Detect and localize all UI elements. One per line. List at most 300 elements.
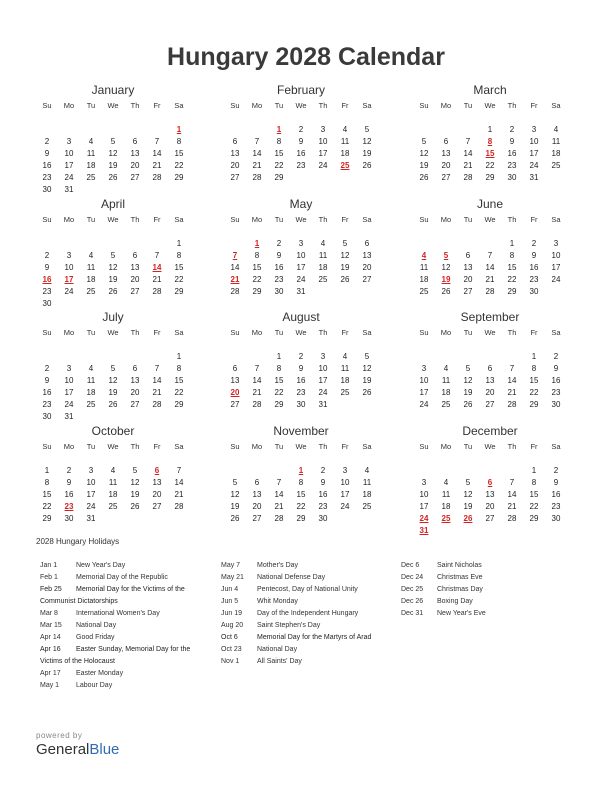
- weekday-header: Su: [42, 101, 52, 110]
- weekday-header: Fr: [341, 442, 349, 451]
- empty-cell: [413, 238, 435, 250]
- spacer-cell: [58, 112, 80, 124]
- day-cell: 12: [130, 478, 140, 487]
- day-cell: 6: [443, 137, 449, 146]
- spacer-cell: [334, 453, 356, 465]
- day-cell: 19: [419, 161, 429, 170]
- day-cell: 21: [507, 388, 517, 397]
- weekday-header: Su: [42, 215, 52, 224]
- holiday-name: Saint Nicholas: [437, 562, 482, 569]
- day-cell: 9: [553, 478, 559, 487]
- weekday-header: Fr: [341, 101, 349, 110]
- holiday-entry: [40, 560, 210, 572]
- day-cell: 13: [152, 478, 162, 487]
- day-cell: 31: [64, 412, 74, 421]
- day-cell: 9: [44, 149, 50, 158]
- weekday-header: Tu: [274, 101, 284, 110]
- empty-cell: [146, 238, 168, 250]
- holiday-column-2: [221, 560, 396, 668]
- holiday-name: Christmas Eve: [437, 574, 483, 581]
- day-cell: 7: [487, 251, 493, 260]
- month-name: September: [460, 310, 520, 324]
- holiday-date: Jun 5: [221, 598, 239, 605]
- spacer-cell: [457, 453, 479, 465]
- spacer-cell: [146, 226, 168, 238]
- day-cell: 27: [230, 400, 240, 409]
- holiday-entry: [40, 668, 210, 680]
- weekday-header: Tu: [274, 442, 284, 451]
- day-cell: 18: [441, 502, 451, 511]
- day-cell: 29: [529, 514, 539, 523]
- day-cell: 20: [130, 275, 140, 284]
- day-cell: 1: [176, 239, 182, 248]
- holiday-name: New Year's Eve: [437, 610, 486, 617]
- day-cell: 15: [296, 490, 306, 499]
- weekday-header: Th: [318, 442, 328, 451]
- day-cell: 7: [154, 137, 160, 146]
- weekday-header: Mo: [63, 442, 75, 451]
- day-cell: 25: [86, 287, 96, 296]
- weekday-header: Tu: [86, 442, 96, 451]
- powered-by-text: powered by: [36, 731, 83, 740]
- day-cell: 3: [66, 137, 72, 146]
- day-cell: 10: [419, 490, 429, 499]
- day-cell: 7: [509, 364, 515, 373]
- day-cell: 3: [320, 125, 326, 134]
- day-cell: 5: [364, 352, 370, 361]
- day-cell: 23: [529, 275, 539, 284]
- day-cell: 11: [86, 263, 96, 272]
- day-cell: 5: [421, 137, 427, 146]
- holiday-column-3: [401, 560, 571, 620]
- empty-cell: [246, 465, 268, 477]
- day-cell: 18: [86, 388, 96, 397]
- weekday-header: We: [295, 101, 307, 110]
- spacer-cell: [168, 226, 190, 238]
- day-cell: 4: [88, 251, 94, 260]
- day-cell: 22: [507, 275, 517, 284]
- day-cell: 11: [362, 478, 372, 487]
- day-cell: 13: [485, 490, 495, 499]
- day-cell: 16: [318, 490, 328, 499]
- day-cell: 29: [42, 514, 52, 523]
- page-title: Hungary 2028 Calendar: [167, 43, 445, 71]
- day-cell: 20: [485, 388, 495, 397]
- holiday-day-cell: 6: [154, 466, 160, 475]
- holiday-day-cell: 8: [487, 137, 493, 146]
- holiday-entry: [40, 632, 210, 644]
- spacer-cell: [124, 453, 146, 465]
- holiday-date: Dec 26: [401, 598, 424, 605]
- day-cell: 16: [551, 490, 561, 499]
- day-cell: 9: [44, 263, 50, 272]
- holiday-entry: [221, 572, 396, 584]
- day-cell: 18: [86, 161, 96, 170]
- day-cell: 18: [108, 490, 118, 499]
- day-cell: 20: [463, 275, 473, 284]
- weekday-header: Mo: [63, 328, 75, 337]
- day-cell: 24: [318, 388, 328, 397]
- spacer-cell: [268, 339, 290, 351]
- day-cell: 16: [42, 161, 52, 170]
- weekday-header: Sa: [551, 328, 561, 337]
- day-cell: 22: [174, 388, 184, 397]
- day-cell: 23: [507, 161, 517, 170]
- holiday-date: Dec 31: [401, 610, 424, 617]
- weekday-header: Tu: [463, 101, 473, 110]
- weekday-header: Fr: [530, 101, 538, 110]
- empty-cell: [124, 124, 146, 136]
- month-days-grid: [36, 327, 190, 423]
- day-cell: 7: [154, 364, 160, 373]
- day-cell: 30: [42, 185, 52, 194]
- day-cell: 8: [254, 251, 260, 260]
- spacer-cell: [312, 339, 334, 351]
- spacer-cell: [268, 453, 290, 465]
- day-cell: 21: [463, 161, 473, 170]
- day-cell: 3: [342, 466, 348, 475]
- spacer-cell: [479, 226, 501, 238]
- holiday-name: Boxing Day: [437, 598, 473, 605]
- holiday-day-cell: 4: [421, 251, 427, 260]
- day-cell: 19: [130, 490, 140, 499]
- weekday-header: Sa: [362, 215, 372, 224]
- spacer-cell: [124, 112, 146, 124]
- day-cell: 31: [86, 514, 96, 523]
- empty-cell: [268, 465, 290, 477]
- day-cell: 25: [108, 502, 118, 511]
- holiday-entry: [40, 620, 210, 632]
- spacer-cell: [246, 453, 268, 465]
- empty-cell: [435, 465, 457, 477]
- weekday-header: Fr: [341, 328, 349, 337]
- day-cell: 21: [485, 275, 495, 284]
- holiday-name: National Defense Day: [257, 574, 326, 581]
- day-cell: 15: [174, 263, 184, 272]
- day-cell: 7: [276, 478, 282, 487]
- day-cell: 15: [274, 376, 284, 385]
- weekday-header: Mo: [440, 442, 452, 451]
- day-cell: 2: [553, 466, 559, 475]
- day-cell: 27: [130, 400, 140, 409]
- spacer-cell: [36, 226, 58, 238]
- day-cell: 23: [551, 388, 561, 397]
- day-cell: 1: [276, 352, 282, 361]
- day-cell: 8: [509, 251, 515, 260]
- day-cell: 30: [42, 412, 52, 421]
- weekday-header: Sa: [362, 328, 372, 337]
- day-cell: 4: [88, 364, 94, 373]
- empty-cell: [413, 351, 435, 363]
- day-cell: 27: [463, 287, 473, 296]
- day-cell: 8: [276, 137, 282, 146]
- day-cell: 15: [507, 263, 517, 272]
- day-cell: 25: [551, 161, 561, 170]
- month-february: [224, 83, 378, 193]
- day-cell: 24: [64, 287, 74, 296]
- weekday-header: We: [107, 101, 119, 110]
- day-cell: 18: [551, 149, 561, 158]
- day-cell: 10: [340, 478, 350, 487]
- day-cell: 13: [230, 376, 240, 385]
- day-cell: 4: [110, 466, 116, 475]
- day-cell: 31: [64, 185, 74, 194]
- day-cell: 12: [441, 263, 451, 272]
- day-cell: 3: [421, 364, 427, 373]
- holiday-date: Feb 1: [40, 574, 58, 581]
- holiday-day-cell: 1: [176, 125, 182, 134]
- day-cell: 13: [130, 376, 140, 385]
- day-cell: 16: [551, 376, 561, 385]
- empty-cell: [479, 465, 501, 477]
- weekday-header: Tu: [274, 215, 284, 224]
- weekday-header: Fr: [153, 215, 161, 224]
- day-cell: 16: [529, 263, 539, 272]
- holiday-date: May 21: [221, 574, 244, 581]
- day-cell: 9: [531, 251, 537, 260]
- day-cell: 26: [230, 514, 240, 523]
- day-cell: 9: [66, 478, 72, 487]
- day-cell: 30: [318, 514, 328, 523]
- empty-cell: [501, 465, 523, 477]
- holiday-date: Apr 17: [40, 670, 61, 677]
- day-cell: 13: [130, 149, 140, 158]
- day-cell: 1: [487, 125, 493, 134]
- holiday-entry: [40, 608, 210, 620]
- brand-logo: [36, 731, 119, 758]
- holiday-day-cell: 1: [254, 239, 260, 248]
- spacer-cell: [356, 226, 378, 238]
- day-cell: 16: [296, 149, 306, 158]
- day-cell: 17: [340, 490, 350, 499]
- day-cell: 12: [108, 376, 118, 385]
- day-cell: 6: [132, 364, 138, 373]
- empty-cell: [224, 238, 246, 250]
- day-cell: 9: [509, 137, 515, 146]
- spacer-cell: [146, 453, 168, 465]
- day-cell: 26: [130, 502, 140, 511]
- weekday-header: Sa: [174, 101, 184, 110]
- day-cell: 11: [108, 478, 118, 487]
- spacer-cell: [290, 339, 312, 351]
- holiday-entry: [40, 572, 210, 584]
- spacer-cell: [457, 226, 479, 238]
- day-cell: 27: [252, 514, 262, 523]
- spacer-cell: [146, 112, 168, 124]
- weekday-header: We: [107, 442, 119, 451]
- day-cell: 7: [509, 478, 515, 487]
- holiday-name: Saint Stephen's Day: [257, 622, 321, 629]
- day-cell: 6: [132, 137, 138, 146]
- day-cell: 4: [342, 125, 348, 134]
- month-days-grid: [413, 214, 567, 298]
- brand-name: [36, 741, 119, 758]
- day-cell: 18: [340, 376, 350, 385]
- day-cell: 21: [152, 161, 162, 170]
- spacer-cell: [80, 112, 102, 124]
- holiday-entry: [221, 596, 396, 608]
- weekday-header: Th: [130, 215, 140, 224]
- day-cell: 3: [531, 125, 537, 134]
- month-name: January: [91, 83, 135, 97]
- month-days-grid: [413, 100, 567, 184]
- weekday-header: Th: [507, 101, 517, 110]
- weekday-header: Su: [42, 442, 52, 451]
- day-cell: 26: [108, 287, 118, 296]
- empty-cell: [146, 351, 168, 363]
- holiday-name: Memorial Day for the Martyrs of Arad: [257, 634, 372, 641]
- day-cell: 13: [252, 490, 262, 499]
- day-cell: 18: [362, 490, 372, 499]
- day-cell: 7: [154, 251, 160, 260]
- day-cell: 15: [42, 490, 52, 499]
- spacer-cell: [356, 112, 378, 124]
- spacer-cell: [102, 226, 124, 238]
- day-cell: 9: [553, 364, 559, 373]
- weekday-header: Tu: [86, 215, 96, 224]
- day-cell: 12: [419, 149, 429, 158]
- weekday-header: Th: [130, 328, 140, 337]
- day-cell: 15: [252, 263, 262, 272]
- spacer-cell: [224, 112, 246, 124]
- holiday-name: National Day: [76, 622, 117, 629]
- day-cell: 6: [232, 364, 238, 373]
- spacer-cell: [523, 112, 545, 124]
- weekday-header: Su: [230, 328, 240, 337]
- day-cell: 11: [340, 364, 350, 373]
- brand-name-part2: Blue: [89, 741, 120, 758]
- day-cell: 30: [64, 514, 74, 523]
- day-cell: 23: [551, 502, 561, 511]
- day-cell: 22: [485, 161, 495, 170]
- day-cell: 11: [86, 149, 96, 158]
- day-cell: 10: [296, 251, 306, 260]
- day-cell: 28: [152, 400, 162, 409]
- holiday-name: Memorial Day for the Victims of the Communist Dictatorships: [40, 586, 185, 605]
- weekday-header: Sa: [551, 215, 561, 224]
- weekday-header: Tu: [86, 101, 96, 110]
- day-cell: 17: [419, 502, 429, 511]
- day-cell: 22: [252, 275, 262, 284]
- day-cell: 24: [419, 400, 429, 409]
- day-cell: 19: [108, 161, 118, 170]
- weekday-header: Tu: [463, 215, 473, 224]
- spacer-cell: [268, 226, 290, 238]
- weekday-header: Su: [419, 101, 429, 110]
- day-cell: 16: [296, 376, 306, 385]
- day-cell: 29: [274, 400, 284, 409]
- holiday-date: Jan 1: [40, 562, 58, 569]
- holiday-date: Apr 14: [40, 634, 61, 641]
- spacer-cell: [224, 453, 246, 465]
- empty-cell: [58, 124, 80, 136]
- weekday-header: Th: [130, 442, 140, 451]
- day-cell: 21: [174, 490, 184, 499]
- holiday-name: Christmas Day: [437, 586, 483, 593]
- empty-cell: [102, 238, 124, 250]
- spacer-cell: [168, 453, 190, 465]
- empty-cell: [124, 351, 146, 363]
- holiday-day-cell: 6: [487, 478, 493, 487]
- spacer-cell: [545, 226, 567, 238]
- day-cell: 25: [441, 400, 451, 409]
- holiday-day-cell: 31: [419, 526, 429, 535]
- day-cell: 5: [342, 239, 348, 248]
- month-days-grid: [413, 441, 567, 537]
- spacer-cell: [356, 453, 378, 465]
- day-cell: 8: [531, 364, 537, 373]
- day-cell: 28: [174, 502, 184, 511]
- empty-cell: [435, 351, 457, 363]
- holiday-name: Easter Sunday, Memorial Day for the Victims of the Holocaust: [40, 646, 191, 665]
- holiday-date: Oct 23: [221, 646, 242, 653]
- spacer-cell: [312, 226, 334, 238]
- day-cell: 12: [362, 137, 372, 146]
- weekday-header: We: [484, 101, 496, 110]
- month-october: [36, 424, 190, 534]
- spacer-cell: [457, 112, 479, 124]
- day-cell: 4: [364, 466, 370, 475]
- spacer-cell: [545, 112, 567, 124]
- month-days-grid: [36, 214, 190, 310]
- spacer-cell: [457, 339, 479, 351]
- holidays-title: 2028 Hungary Holidays: [36, 537, 120, 546]
- day-cell: 1: [531, 466, 537, 475]
- day-cell: 19: [340, 263, 350, 272]
- day-cell: 23: [42, 287, 52, 296]
- day-cell: 11: [340, 137, 350, 146]
- spacer-cell: [413, 112, 435, 124]
- holiday-name: Easter Monday: [76, 670, 124, 677]
- day-cell: 28: [485, 287, 495, 296]
- day-cell: 4: [553, 125, 559, 134]
- day-cell: 24: [318, 161, 328, 170]
- weekday-header: Mo: [440, 215, 452, 224]
- month-december: [413, 424, 567, 534]
- spacer-cell: [246, 112, 268, 124]
- day-cell: 19: [463, 388, 473, 397]
- day-cell: 16: [42, 388, 52, 397]
- day-cell: 10: [86, 478, 96, 487]
- holiday-day-cell: 21: [230, 275, 240, 284]
- holiday-entry: [401, 596, 571, 608]
- day-cell: 2: [298, 125, 304, 134]
- day-cell: 3: [298, 239, 304, 248]
- day-cell: 24: [64, 173, 74, 182]
- holiday-entry: [221, 632, 396, 644]
- day-cell: 17: [296, 263, 306, 272]
- month-days-grid: [224, 100, 378, 184]
- day-cell: 2: [553, 352, 559, 361]
- weekday-header: Su: [230, 215, 240, 224]
- weekday-header: We: [107, 215, 119, 224]
- day-cell: 2: [44, 137, 50, 146]
- day-cell: 22: [274, 388, 284, 397]
- day-cell: 28: [274, 514, 284, 523]
- spacer-cell: [168, 112, 190, 124]
- weekday-header: Sa: [174, 328, 184, 337]
- day-cell: 23: [42, 173, 52, 182]
- holiday-name: International Women's Day: [76, 610, 160, 617]
- day-cell: 30: [507, 173, 517, 182]
- weekday-header: Su: [42, 328, 52, 337]
- weekday-header: Fr: [153, 101, 161, 110]
- spacer-cell: [334, 112, 356, 124]
- month-days-grid: [224, 214, 378, 298]
- day-cell: 2: [276, 239, 282, 248]
- weekday-header: Sa: [174, 442, 184, 451]
- holiday-date: Jun 19: [221, 610, 243, 617]
